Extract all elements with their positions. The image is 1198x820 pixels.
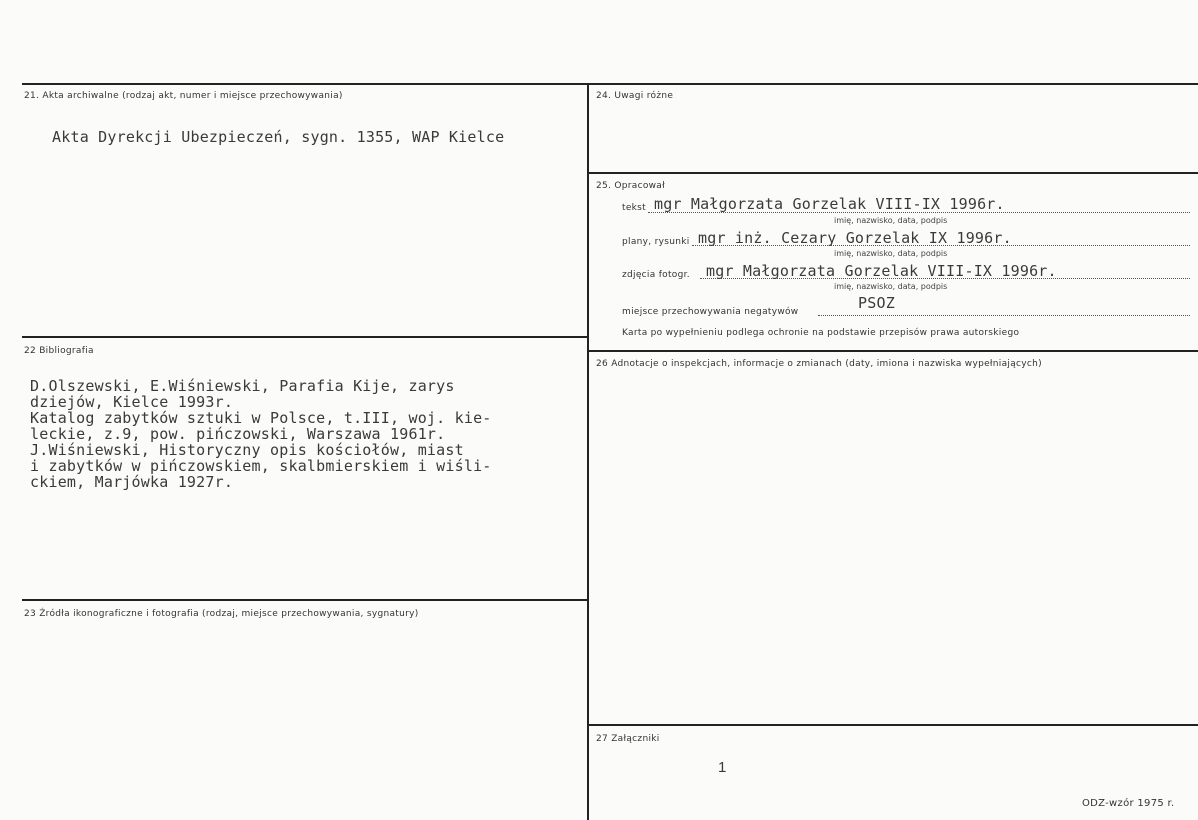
author-text-value: mgr Małgorzata Gorzelak VIII-IX 1996r.: [654, 195, 1005, 213]
section-24-label: 24. Uwagi różne: [596, 91, 674, 101]
bibliography-line-4: leckie, z.9, pow. pińczowski, Warszawa 1961r.: [30, 425, 446, 443]
author-photos-label: zdjęcia fotogr.: [622, 270, 690, 280]
bibliography-line-1: D.Olszewski, E.Wiśniewski, Parafia Kije, zarys: [30, 377, 455, 395]
right-rule-26-27: [588, 724, 1198, 726]
right-rule-25-26: [588, 350, 1198, 352]
section-22-label: 22 Bibliografia: [24, 346, 94, 356]
section-21-label: 21. Akta archiwalne (rodzaj akt, numer i miejsce przechowywania): [24, 91, 343, 101]
author-text-label: tekst: [622, 203, 646, 213]
negatives-location-dots: [818, 315, 1190, 316]
negatives-location-value: PSOZ: [858, 294, 895, 312]
bibliography-line-2: dziejów, Kielce 1993r.: [30, 393, 234, 411]
negatives-location-label: miejsce przechowywania negatywów: [622, 307, 799, 317]
bibliography-line-5: J.Wiśniewski, Historyczny opis kościołów, miast: [30, 441, 464, 459]
left-rule-22-23: [22, 599, 588, 601]
right-rule-24-25: [588, 172, 1198, 174]
author-photos-caption: imię, nazwisko, data, podpis: [834, 282, 948, 291]
attachments-count: 1: [718, 759, 727, 776]
section-25-label: 25. Opracował: [596, 181, 665, 191]
bibliography-line-7: ckiem, Marjówka 1927r.: [30, 473, 234, 491]
center-divider: [587, 83, 589, 820]
top-rule: [22, 83, 1198, 85]
section-26-label: 26 Adnotacje o inspekcjach, informacje o zmianach (daty, imiona i nazwiska wypełniających): [596, 359, 1042, 369]
bibliography-line-3: Katalog zabytków sztuki w Polsce, t.III, woj. kie-: [30, 409, 492, 427]
author-drawings-caption: imię, nazwisko, data, podpis: [834, 249, 948, 258]
copyright-note: Karta po wypełnieniu podlega ochronie na podstawie przepisów prawa autorskiego: [622, 328, 1020, 338]
author-drawings-label: plany, rysunki: [622, 237, 690, 247]
bibliography-line-6: i zabytków w pińczowskiem, skalbmierskiem i wiśli-: [30, 457, 492, 475]
section-23-label: 23 Źródła ikonograficzne i fotografia (rodzaj, miejsce przechowywania, sygnatury): [24, 609, 419, 619]
section-21-value: Akta Dyrekcji Ubezpieczeń, sygn. 1355, WAP Kielce: [52, 128, 505, 146]
author-text-caption: imię, nazwisko, data, podpis: [834, 216, 948, 225]
author-drawings-value: mgr inż. Cezary Gorzelak IX 1996r.: [698, 229, 1012, 247]
left-rule-21-22: [22, 336, 588, 338]
author-photos-value: mgr Małgorzata Gorzelak VIII-IX 1996r.: [706, 262, 1057, 280]
form-code: ODZ-wzór 1975 r.: [1082, 798, 1175, 809]
section-27-label: 27 Załączniki: [596, 734, 660, 744]
